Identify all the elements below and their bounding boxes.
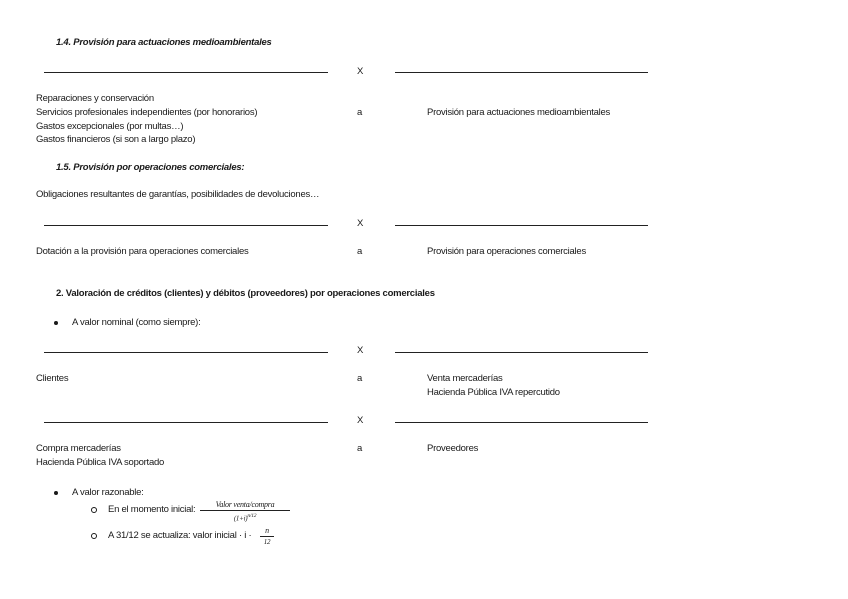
journal-x-marker: X: [357, 66, 364, 77]
debit-account: Hacienda Pública IVA soportado: [36, 457, 165, 468]
credit-account: Provisión para operaciones comerciales: [427, 246, 586, 257]
debit-account: Compra mercaderías: [36, 443, 121, 454]
debit-account: Reparaciones y conservación: [36, 93, 154, 104]
debit-account: Gastos excepcionales (por multas…): [36, 121, 184, 132]
debit-account: Dotación a la provisión para operaciones comerciales: [36, 246, 249, 257]
circle-bullet-icon: [91, 533, 97, 539]
credit-account: Venta mercaderías: [427, 373, 503, 384]
formula-numerator: Valor venta/compra: [215, 500, 275, 509]
credit-account: Provisión para actuaciones medioambientales: [427, 107, 611, 118]
bullet-icon: [54, 321, 58, 325]
formula-fraction: [200, 500, 290, 523]
entry-a-marker: a: [357, 246, 363, 257]
bullet-text: A valor nominal (como siempre):: [72, 317, 201, 328]
formula-numerator: n: [265, 526, 269, 535]
credit-account: Proveedores: [427, 443, 479, 454]
denominator-exponent: n/12: [247, 513, 257, 519]
formula-denominator: 12: [263, 538, 271, 546]
formula-denominator: [200, 512, 290, 523]
journal-rule-left: [44, 352, 328, 353]
journal-rule-right: [395, 225, 648, 226]
journal-x-marker: X: [357, 415, 364, 426]
debit-account: Clientes: [36, 373, 69, 384]
journal-rule-left: [44, 225, 328, 226]
debit-account: Servicios profesionales independientes (por honorarios): [36, 107, 258, 118]
denominator-base: (1+i): [233, 514, 248, 523]
journal-x-marker: X: [357, 345, 364, 356]
entry-a-marker: a: [357, 107, 363, 118]
debit-account: Gastos financieros (si son a largo plazo): [36, 134, 196, 145]
exponent-numerator: n: [247, 513, 250, 519]
entry-a-marker: a: [357, 373, 363, 384]
sub-bullet-text: En el momento inicial:: [108, 504, 196, 515]
journal-rule-left: [44, 422, 328, 423]
journal-rule-left: [44, 72, 328, 73]
section-2-title: 2. Valoración de créditos (clientes) y débitos (proveedores) por operaciones comerciales: [56, 288, 435, 299]
fraction-bar: [200, 510, 290, 511]
section-intro-text: Obligaciones resultantes de garantías, posibilidades de devoluciones…: [36, 189, 320, 200]
journal-x-marker: X: [357, 218, 364, 229]
journal-rule-right: [395, 72, 648, 73]
journal-rule-right: [395, 422, 648, 423]
fraction-bar: [260, 536, 274, 537]
bullet-icon: [54, 491, 58, 495]
circle-bullet-icon: [91, 507, 97, 513]
entry-a-marker: a: [357, 443, 363, 454]
section-1-5-title: 1.5. Provisión por operaciones comerciales:: [56, 162, 245, 173]
credit-account: Hacienda Pública IVA repercutido: [427, 387, 560, 398]
bullet-text: A valor razonable:: [72, 487, 144, 498]
exponent-denominator: 12: [251, 513, 257, 519]
section-1-4-title: 1.4. Provisión para actuaciones medioambientales: [56, 37, 272, 48]
journal-rule-right: [395, 352, 648, 353]
formula-fraction: [260, 526, 274, 547]
sub-bullet-text: A 31/12 se actualiza: valor inicial · i ·: [108, 530, 252, 541]
